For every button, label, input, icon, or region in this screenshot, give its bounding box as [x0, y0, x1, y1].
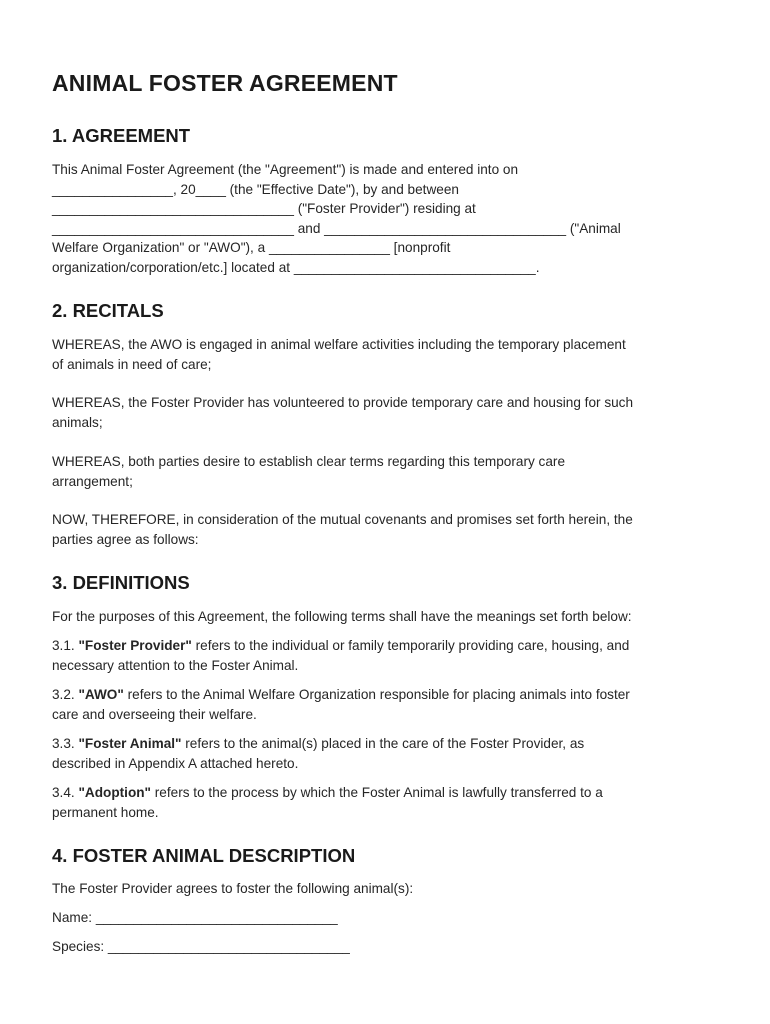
recital-line: of animals in need of care;	[52, 356, 212, 372]
definition-item	[52, 685, 722, 724]
definition-text: care and overseeing their welfare.	[52, 706, 257, 722]
definition-item	[52, 783, 722, 822]
definition-term: "Adoption"	[78, 785, 151, 800]
definition-term: "Foster Provider"	[78, 638, 192, 653]
definition-text: refers to the Animal Welfare Organization responsible for placing animals into foster	[123, 687, 630, 702]
recital-line: WHEREAS, the AWO is engaged in animal welfare activities including the temporary placement	[52, 337, 626, 352]
definition-term: "Foster Animal"	[78, 736, 182, 751]
page-title: ANIMAL FOSTER AGREEMENT	[52, 70, 398, 96]
definition-number: 3.2.	[52, 687, 75, 702]
agreement-line: Welfare Organization" or "AWO"), a ________________ [nonprofit	[52, 240, 451, 255]
section-heading-description: 4. FOSTER ANIMAL DESCRIPTION	[52, 845, 356, 866]
definition-text: permanent home.	[52, 804, 159, 820]
agreement-line: organization/corporation/etc.] located at ________________________________.	[52, 259, 540, 275]
definition-text: refers to the process by which the Foster Animal is lawfully transferred to a	[151, 785, 603, 800]
definition-number: 3.3.	[52, 736, 75, 751]
recital-whereas-1	[52, 335, 722, 374]
agreement-paragraph	[52, 160, 722, 277]
definition-text: described in Appendix A attached hereto.	[52, 755, 299, 771]
definition-text: necessary attention to the Foster Animal.	[52, 657, 299, 673]
recital-line: parties agree as follows:	[52, 531, 199, 547]
species-field-line: Species: ________________________________	[52, 939, 350, 954]
agreement-line: ________________, 20____ (the "Effective Date"), by and between	[52, 181, 459, 197]
definition-number: 3.1.	[52, 638, 75, 653]
agreement-line: ________________________________ ("Foster Provider") residing at	[52, 201, 476, 216]
recital-whereas-3	[52, 452, 722, 491]
definition-text: refers to the individual or family temporarily providing care, housing, and	[191, 638, 630, 653]
section-heading-recitals: 2. RECITALS	[52, 300, 164, 321]
definition-item	[52, 734, 722, 773]
definitions-intro: For the purposes of this Agreement, the following terms shall have the meanings set forth below:	[52, 609, 632, 624]
description-intro: The Foster Provider agrees to foster the following animal(s):	[52, 881, 414, 896]
recital-line: NOW, THEREFORE, in consideration of the mutual covenants and promises set forth herein, the	[52, 512, 633, 527]
definition-item	[52, 636, 722, 675]
name-field-line: Name: ________________________________	[52, 910, 338, 925]
recital-line: arrangement;	[52, 473, 133, 489]
definition-text: refers to the animal(s) placed in the care of the Foster Provider, as	[181, 736, 585, 751]
recital-line: WHEREAS, the Foster Provider has volunteered to provide temporary care and housing for such	[52, 395, 634, 410]
definition-number: 3.4.	[52, 785, 75, 800]
section-heading-agreement: 1. AGREEMENT	[52, 125, 191, 146]
agreement-line: ________________________________ and ________________________________ ("Animal	[52, 220, 621, 236]
recital-line: animals;	[52, 414, 103, 430]
recital-line: WHEREAS, both parties desire to establish clear terms regarding this temporary care	[52, 454, 565, 469]
recital-now-therefore	[52, 510, 722, 549]
agreement-line: This Animal Foster Agreement (the "Agreement") is made and entered into on	[52, 162, 519, 177]
definition-term: "AWO"	[78, 687, 124, 702]
section-heading-definitions: 3. DEFINITIONS	[52, 572, 190, 593]
recital-whereas-2	[52, 393, 722, 432]
